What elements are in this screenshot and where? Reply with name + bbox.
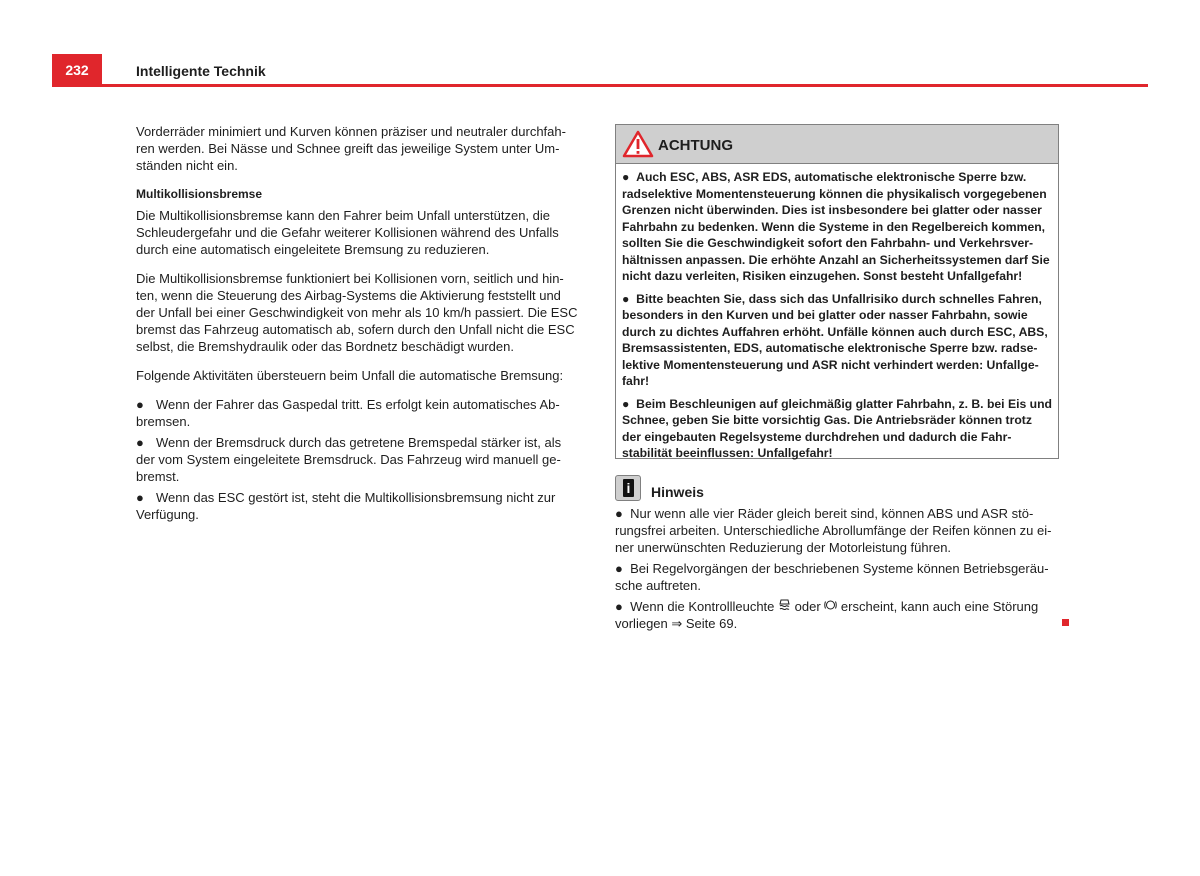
bullet-icon: ● <box>136 397 144 412</box>
paragraph-override: Folgende Aktivitäten übersteuern beim Unfall die automatische Bremsung: <box>136 368 564 383</box>
bullet-icon: ● <box>622 170 630 184</box>
page-number: 232 <box>52 54 102 84</box>
warning-title: ACHTUNG <box>658 137 733 154</box>
page-header <box>52 54 1148 86</box>
bullet-icon: ● <box>615 599 623 614</box>
bullet-icon: ● <box>615 506 623 521</box>
warning-item: ● Bitte beachten Sie, dass sich das Unfallrisiko durch schnelles Fahren, besonders in den Kurven und bei glatter oder nasser Fahrbahn, sowie durch zu dichtes Auffahren erhöht. Unfälle können auch durch ESC, ABS, Bremsassistenten, EDS, automatische elektronische Sperre bzw. radse-lektive Momentensteuerung und ASR nicht verhindert werden: Unfallge-fahr! <box>622 291 1048 388</box>
paragraph-description: Die Multikollisionsbremse kann den Fahrer beim Unfall unterstützen, die Schleudergefahr und die Gefahr weiterer Kollisionen während des Unfalls durch eine automatisch eingeleitete Bremsung zu reduzieren. <box>136 208 559 257</box>
bullet-icon: ● <box>622 291 630 306</box>
warning-box <box>615 124 1059 459</box>
paragraph-intro: Vorderräder minimiert und Kurven können präziser und neutraler durchfah-ren werden. Bei Nässe und Schnee greift das jeweilige System unter Um-ständen nicht ein. <box>136 124 566 173</box>
note-section <box>615 475 1059 636</box>
warning-header <box>616 125 1058 164</box>
bullet-icon: ● <box>615 561 623 576</box>
warning-item: ● Beim Beschleunigen auf gleichmäßig glatter Fahrbahn, z. B. bei Eis und Schnee, geben Sie bitte vorsichtig Gas. Die Antriebsräder können trotz der eingebauten Regelsysteme durchdrehen und dadurch die Fahr-stabilität beeinflussen: Unfallgefahr! <box>622 396 1052 460</box>
esc-warning-lamp-icon <box>778 599 791 611</box>
bullet-icon: ● <box>622 396 630 411</box>
end-of-section-mark <box>1062 619 1069 626</box>
override-list <box>136 396 580 523</box>
warning-body <box>616 164 1058 462</box>
info-icon: i <box>615 475 641 501</box>
section-heading: Multikollisionsbremse <box>136 187 263 201</box>
note-header <box>615 475 1059 505</box>
list-item: ● Wenn der Fahrer das Gaspedal tritt. Es erfolgt kein automatisches Ab-bremsen. <box>136 397 560 429</box>
note-item: ● Bei Regelvorgängen der beschriebenen Systeme können Betriebsgeräu-sche auftreten. <box>615 561 1049 593</box>
note-item: ● Nur wenn alle vier Räder gleich bereit sind, können ABS und ASR stö-rungsfrei arbeiten. Unterschiedliche Abrollumfänge der Reifen können zu ei-ner unerwünschten Reduzierung der Motorleistung führen. <box>615 506 1052 555</box>
left-column <box>136 123 580 527</box>
abs-warning-lamp-icon <box>824 599 837 611</box>
header-rule <box>52 84 1148 87</box>
warning-item: ● Auch ESC, ABS, ASR EDS, automatische elektronische Sperre bzw. radselektive Momentensteuerung können die physikalisch vorgegebenen Grenzen nicht überwinden. Dies ist insbesondere bei glatter oder nasser Fahrbahn zu bedenken. Wenn die Systeme in den Regelbereich kommen, sollten Sie die Geschwindigkeit sofort den Fahrbahn- und Verkehrsver-hältnissen anpassen. Die erhöhte Anzahl an Sicherheitssystemen darf Sie nicht dazu verleiten, Risiken einzugehen. Sonst besteht Unfallgefahr! <box>622 170 1050 283</box>
note-body <box>615 505 1059 632</box>
list-item: ● Wenn das ESC gestört ist, steht die Multikollisionsbremsung nicht zur Verfügung. <box>136 490 556 522</box>
bullet-icon: ● <box>136 435 144 450</box>
bullet-icon: ● <box>136 490 144 505</box>
paragraph-function: Die Multikollisionsbremse funktioniert bei Kollisionen vorn, seitlich und hin-ten, wenn die Steuerung des Airbag-Systems die Aktivierung feststellt und der Unfall bei einer Geschwindigkeit von mehr als 10 km/h passiert. Die ESC bremst das Fahrzeug automatisch ab, sofern durch den Unfall nicht die ESC selbst, die Bremshydraulik oder das Bordnetz beschädigt wurden. <box>136 271 578 354</box>
note-title: Hinweis <box>651 484 704 500</box>
warning-triangle-icon <box>622 130 654 158</box>
note-item: ● Wenn die Kontrollleuchte oder erscheint, kann auch eine Störung vorliegen ⇒ Seite 69. <box>615 599 1039 631</box>
list-item: ● Wenn der Bremsdruck durch das getretene Bremspedal stärker ist, als der vom System eingeleitete Bremsdruck. Das Fahrzeug wird manuell ge-bremst. <box>136 435 562 484</box>
chapter-title: Intelligente Technik <box>136 63 266 79</box>
